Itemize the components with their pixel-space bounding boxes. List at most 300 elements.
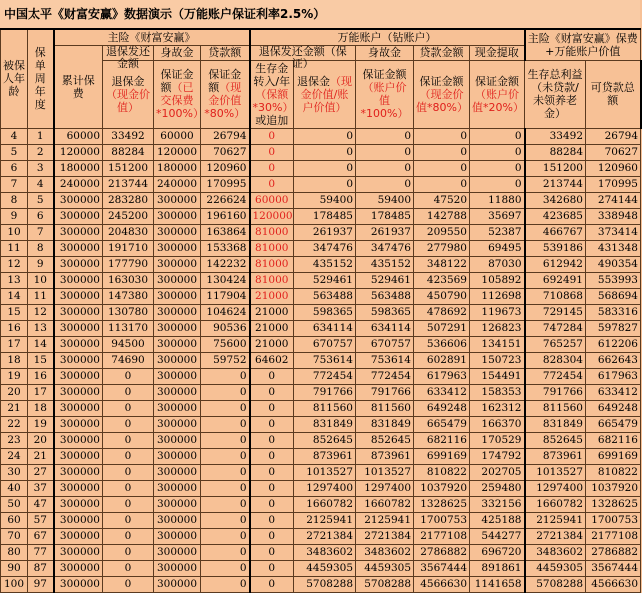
cell-death-benefit-paid: 300000 <box>154 208 201 224</box>
table-row <box>1 224 641 240</box>
cell-total-loanable: 431348 <box>586 240 641 256</box>
cell-total-loanable: 3567444 <box>586 560 641 576</box>
cell-policy-year: 3 <box>28 160 54 176</box>
cell-death-benefit-paid: 300000 <box>154 464 201 480</box>
header-main-death-group: 身故金 <box>154 45 201 60</box>
cell-surrender-cash-value: 283280 <box>103 192 154 208</box>
header-uni-death-benefit-red: （账户价值*100%） <box>360 81 409 120</box>
cell-uni-cash-withdrawal: 105892 <box>470 272 525 288</box>
cell-policy-year: 1 <box>28 128 54 144</box>
cell-uni-cash-withdrawal: 126823 <box>470 320 525 336</box>
cell-uni-surrender: 2721384 <box>294 528 356 544</box>
cell-policy-year: 8 <box>28 240 54 256</box>
table-row <box>1 304 641 320</box>
cell-survival-transfer: 0 <box>250 448 294 464</box>
table-row <box>1 272 641 288</box>
cell-cum-premium: 300000 <box>54 272 103 288</box>
cell-uni-cash-withdrawal: 154491 <box>470 368 525 384</box>
cell-surrender-cash-value: 213744 <box>103 176 154 192</box>
cell-death-benefit-paid: 300000 <box>154 480 201 496</box>
cell-policy-year: 15 <box>28 352 54 368</box>
cell-total-loanable: 810822 <box>586 464 641 480</box>
cell-uni-death-benefit: 0 <box>356 160 414 176</box>
cell-total-loanable: 1700753 <box>586 512 641 528</box>
cell-uni-surrender: 3483602 <box>294 544 356 560</box>
cell-uni-death-benefit: 0 <box>356 144 414 160</box>
cell-total-loanable: 170995 <box>586 176 641 192</box>
cell-total-loanable: 274144 <box>586 192 641 208</box>
cell-death-benefit-paid: 300000 <box>154 256 201 272</box>
cell-age: 19 <box>1 368 28 384</box>
cell-uni-surrender: 178485 <box>294 208 356 224</box>
cell-cum-premium: 300000 <box>54 240 103 256</box>
cell-total-survival-benefit: 811560 <box>525 400 586 416</box>
cell-uni-loan: 602891 <box>414 352 470 368</box>
cell-uni-loan: 478692 <box>414 304 470 320</box>
header-main-loan-group: 贷款额 <box>201 45 250 60</box>
cell-age: 13 <box>1 272 28 288</box>
cell-cum-premium: 300000 <box>54 320 103 336</box>
cell-age: 21 <box>1 400 28 416</box>
cell-loan-amount: 0 <box>201 480 250 496</box>
cell-uni-cash-withdrawal: 35697 <box>470 208 525 224</box>
header-death-benefit-paid-red: （已交保费*100%） <box>156 81 204 120</box>
cell-survival-transfer: 81000 <box>250 224 294 240</box>
cell-total-survival-benefit: 710868 <box>525 288 586 304</box>
cell-total-survival-benefit: 852645 <box>525 432 586 448</box>
cell-death-benefit-paid: 300000 <box>154 512 201 528</box>
cell-cum-premium: 300000 <box>54 384 103 400</box>
cell-age: 8 <box>1 192 28 208</box>
cell-uni-loan: 4566630 <box>414 576 470 592</box>
cell-uni-cash-withdrawal: 170529 <box>470 432 525 448</box>
cell-surrender-cash-value: 0 <box>103 528 154 544</box>
cell-survival-transfer: 64602 <box>250 352 294 368</box>
cell-total-survival-benefit: 2721384 <box>525 528 586 544</box>
cell-total-survival-benefit: 423685 <box>525 208 586 224</box>
cell-surrender-cash-value: 88284 <box>103 144 154 160</box>
cell-death-benefit-paid: 300000 <box>154 384 201 400</box>
cell-loan-amount: 0 <box>201 512 250 528</box>
cell-uni-death-benefit: 261937 <box>356 224 414 240</box>
table-header <box>1 29 641 128</box>
cell-loan-amount: 0 <box>201 400 250 416</box>
cell-policy-year: 27 <box>28 464 54 480</box>
header-total-group: 主险《财富安赢》保费+万能账户价值 <box>525 29 641 60</box>
cell-total-loanable: 2177108 <box>586 528 641 544</box>
cell-total-loanable: 553993 <box>586 272 641 288</box>
cell-survival-transfer: 0 <box>250 160 294 176</box>
cell-survival-transfer: 0 <box>250 528 294 544</box>
cell-uni-surrender: 563488 <box>294 288 356 304</box>
cell-surrender-cash-value: 74690 <box>103 352 154 368</box>
header-survival-transfer-tail: 或追加 <box>255 113 289 127</box>
header-uni-surrender-label: 退保发还金额（保证） <box>258 44 347 70</box>
cell-cum-premium: 300000 <box>54 192 103 208</box>
header-total-loanable <box>586 60 641 128</box>
cell-total-loanable: 583316 <box>586 304 641 320</box>
cell-uni-surrender: 261937 <box>294 224 356 240</box>
cell-surrender-cash-value: 177790 <box>103 256 154 272</box>
cell-total-survival-benefit: 5708288 <box>525 576 586 592</box>
cell-uni-loan: 699169 <box>414 448 470 464</box>
cell-policy-year: 7 <box>28 224 54 240</box>
cell-uni-cash-withdrawal: 158353 <box>470 384 525 400</box>
cell-uni-cash-withdrawal: 119673 <box>470 304 525 320</box>
cell-uni-death-benefit: 634114 <box>356 320 414 336</box>
table-row <box>1 528 641 544</box>
cell-total-survival-benefit: 466767 <box>525 224 586 240</box>
cell-uni-surrender: 811560 <box>294 400 356 416</box>
cell-uni-loan: 2177108 <box>414 528 470 544</box>
cell-loan-amount: 0 <box>201 528 250 544</box>
table-row <box>1 496 641 512</box>
cell-uni-death-benefit: 811560 <box>356 400 414 416</box>
cell-death-benefit-paid: 300000 <box>154 240 201 256</box>
cell-uni-cash-withdrawal: 69495 <box>470 240 525 256</box>
cell-uni-cash-withdrawal: 0 <box>470 128 525 144</box>
cell-death-benefit-paid: 300000 <box>154 368 201 384</box>
cell-age: 18 <box>1 352 28 368</box>
table-row <box>1 480 641 496</box>
cell-uni-loan: 507291 <box>414 320 470 336</box>
cell-uni-cash-withdrawal: 112698 <box>470 288 525 304</box>
cell-uni-surrender: 59400 <box>294 192 356 208</box>
cell-loan-amount: 75600 <box>201 336 250 352</box>
table-row <box>1 432 641 448</box>
cell-policy-year: 12 <box>28 304 54 320</box>
cell-uni-loan: 1037920 <box>414 480 470 496</box>
cell-uni-surrender: 0 <box>294 160 356 176</box>
table-row <box>1 320 641 336</box>
cell-cum-premium: 300000 <box>54 432 103 448</box>
cell-cum-premium: 120000 <box>54 144 103 160</box>
cell-total-survival-benefit: 342680 <box>525 192 586 208</box>
table-row <box>1 256 641 272</box>
cell-policy-year: 10 <box>28 272 54 288</box>
cell-survival-transfer: 0 <box>250 496 294 512</box>
cell-death-benefit-paid: 300000 <box>154 576 201 592</box>
cell-total-survival-benefit: 765257 <box>525 336 586 352</box>
header-loan-amount-red: （现金价值*80%） <box>204 81 246 120</box>
cell-policy-year: 97 <box>28 576 54 592</box>
cell-uni-surrender: 873961 <box>294 448 356 464</box>
cell-loan-amount: 0 <box>201 496 250 512</box>
header-main-group: 主险《财富安赢》 <box>54 29 250 45</box>
header-death-benefit-paid <box>154 60 204 128</box>
table-row <box>1 352 641 368</box>
table-row <box>1 448 641 464</box>
header-death-benefit-paid-black: 保证金额 <box>160 68 194 94</box>
header-uni-surrender <box>294 60 356 128</box>
header-uni-cash-withdrawal <box>470 60 525 128</box>
table-row <box>1 240 641 256</box>
cell-surrender-cash-value: 0 <box>103 544 154 560</box>
cell-total-survival-benefit: 539186 <box>525 240 586 256</box>
cell-loan-amount: 0 <box>201 432 250 448</box>
cell-policy-year: 9 <box>28 256 54 272</box>
cell-uni-cash-withdrawal: 0 <box>470 176 525 192</box>
cell-survival-transfer: 0 <box>250 368 294 384</box>
cell-age: 90 <box>1 560 28 576</box>
cell-surrender-cash-value: 0 <box>103 464 154 480</box>
cell-total-loanable: 4566630 <box>586 576 641 592</box>
cell-uni-death-benefit: 852645 <box>356 432 414 448</box>
cell-uni-loan: 1328625 <box>414 496 470 512</box>
cell-uni-death-benefit: 772454 <box>356 368 414 384</box>
cell-uni-cash-withdrawal: 150723 <box>470 352 525 368</box>
header-surrender-cash-value <box>103 60 154 128</box>
cell-total-loanable: 1328625 <box>586 496 641 512</box>
cell-cum-premium: 300000 <box>54 464 103 480</box>
cell-survival-transfer: 21000 <box>250 336 294 352</box>
cell-cum-premium: 300000 <box>54 560 103 576</box>
cell-age: 17 <box>1 336 28 352</box>
cell-uni-surrender: 670757 <box>294 336 356 352</box>
table-row <box>1 512 641 528</box>
cell-uni-loan: 0 <box>414 160 470 176</box>
table-row <box>1 160 641 176</box>
cell-surrender-cash-value: 0 <box>103 384 154 400</box>
cell-policy-year: 47 <box>28 496 54 512</box>
cell-policy-year: 11 <box>28 288 54 304</box>
cell-loan-amount: 120960 <box>201 160 250 176</box>
cell-uni-death-benefit: 5708288 <box>356 576 414 592</box>
cell-uni-loan: 348122 <box>414 256 470 272</box>
cell-loan-amount: 226624 <box>201 192 250 208</box>
cell-uni-surrender: 791766 <box>294 384 356 400</box>
cell-total-survival-benefit: 831849 <box>525 416 586 432</box>
cell-surrender-cash-value: 151200 <box>103 160 154 176</box>
cell-total-loanable: 26794 <box>586 128 641 144</box>
cell-total-loanable: 2786882 <box>586 544 641 560</box>
cell-surrender-cash-value: 0 <box>103 448 154 464</box>
cell-policy-year: 77 <box>28 544 54 560</box>
cell-survival-transfer: 0 <box>250 128 294 144</box>
cell-total-survival-benefit: 873961 <box>525 448 586 464</box>
cell-age: 22 <box>1 416 28 432</box>
cell-loan-amount: 142232 <box>201 256 250 272</box>
cell-total-loanable: 662643 <box>586 352 641 368</box>
cell-uni-cash-withdrawal: 11880 <box>470 192 525 208</box>
cell-survival-transfer: 81000 <box>250 240 294 256</box>
cell-surrender-cash-value: 0 <box>103 432 154 448</box>
cell-uni-cash-withdrawal: 162312 <box>470 400 525 416</box>
cell-uni-death-benefit: 2125941 <box>356 512 414 528</box>
cell-uni-death-benefit: 178485 <box>356 208 414 224</box>
cell-total-loanable: 665479 <box>586 416 641 432</box>
cell-uni-death-benefit: 1297400 <box>356 480 414 496</box>
cell-uni-surrender: 5708288 <box>294 576 356 592</box>
cell-death-benefit-paid: 60000 <box>154 128 201 144</box>
cell-survival-transfer: 21000 <box>250 320 294 336</box>
cell-surrender-cash-value: 147380 <box>103 288 154 304</box>
cell-death-benefit-paid: 300000 <box>154 400 201 416</box>
cell-total-loanable: 120960 <box>586 160 641 176</box>
cell-surrender-cash-value: 0 <box>103 400 154 416</box>
cell-uni-loan: 3567444 <box>414 560 470 576</box>
cell-age: 11 <box>1 240 28 256</box>
cell-policy-year: 13 <box>28 320 54 336</box>
cell-uni-cash-withdrawal: 166370 <box>470 416 525 432</box>
cell-uni-loan: 665479 <box>414 416 470 432</box>
cell-policy-year: 2 <box>28 144 54 160</box>
cell-survival-transfer: 120000 <box>250 208 294 224</box>
header-policy-year: 保单周年度 <box>28 29 54 128</box>
cell-surrender-cash-value: 0 <box>103 480 154 496</box>
cell-survival-transfer: 0 <box>250 464 294 480</box>
table-row <box>1 576 641 592</box>
table-row <box>1 384 641 400</box>
cell-total-survival-benefit: 88284 <box>525 144 586 160</box>
header-total-survival-benefit-black: 生存总利益（未贷款/未领养老金） <box>527 68 583 120</box>
cell-uni-loan: 0 <box>414 128 470 144</box>
table-row <box>1 192 641 208</box>
cell-death-benefit-paid: 300000 <box>154 416 201 432</box>
cell-death-benefit-paid: 180000 <box>154 160 201 176</box>
header-surrender-cash-value-red: （现金价值） <box>106 87 150 114</box>
cell-age: 24 <box>1 448 28 464</box>
cell-uni-loan: 450790 <box>414 288 470 304</box>
cell-death-benefit-paid: 300000 <box>154 560 201 576</box>
cell-uni-cash-withdrawal: 52387 <box>470 224 525 240</box>
cell-death-benefit-paid: 300000 <box>154 304 201 320</box>
cell-total-survival-benefit: 4459305 <box>525 560 586 576</box>
cell-cum-premium: 300000 <box>54 352 103 368</box>
cell-loan-amount: 0 <box>201 416 250 432</box>
header-uni-loan <box>414 60 470 128</box>
cell-death-benefit-paid: 240000 <box>154 176 201 192</box>
cell-policy-year: 67 <box>28 528 54 544</box>
cell-death-benefit-paid: 300000 <box>154 192 201 208</box>
cell-uni-death-benefit: 563488 <box>356 288 414 304</box>
cell-total-survival-benefit: 1297400 <box>525 480 586 496</box>
cell-age: 4 <box>1 128 28 144</box>
cell-loan-amount: 0 <box>201 464 250 480</box>
cell-uni-death-benefit: 4459305 <box>356 560 414 576</box>
cell-uni-loan: 142788 <box>414 208 470 224</box>
table-row <box>1 288 641 304</box>
cell-cum-premium: 300000 <box>54 336 103 352</box>
cell-loan-amount: 0 <box>201 576 250 592</box>
header-uni-cash-withdrawal-black: 保证金额 <box>475 74 519 88</box>
cell-loan-amount: 153368 <box>201 240 250 256</box>
table-row <box>1 400 641 416</box>
cell-cum-premium: 300000 <box>54 368 103 384</box>
cell-age: 40 <box>1 480 28 496</box>
cell-survival-transfer: 21000 <box>250 288 294 304</box>
cell-loan-amount: 117904 <box>201 288 250 304</box>
cell-surrender-cash-value: 113170 <box>103 320 154 336</box>
cell-age: 10 <box>1 224 28 240</box>
cell-uni-loan: 810822 <box>414 464 470 480</box>
cell-uni-loan: 423569 <box>414 272 470 288</box>
header-uni-loan-red: （现金价值*80%） <box>416 87 468 114</box>
cell-policy-year: 19 <box>28 416 54 432</box>
cell-uni-loan: 0 <box>414 176 470 192</box>
table-row <box>1 208 641 224</box>
cell-uni-cash-withdrawal: 0 <box>470 144 525 160</box>
cell-survival-transfer: 0 <box>250 176 294 192</box>
table-row <box>1 368 641 384</box>
cell-uni-death-benefit: 347476 <box>356 240 414 256</box>
cell-total-survival-benefit: 828304 <box>525 352 586 368</box>
cell-age: 7 <box>1 176 28 192</box>
cell-cum-premium: 300000 <box>54 208 103 224</box>
cell-survival-transfer: 60000 <box>250 192 294 208</box>
table-row <box>1 544 641 560</box>
header-main-surrender-group <box>103 44 154 70</box>
cell-policy-year: 16 <box>28 368 54 384</box>
cell-uni-loan: 209550 <box>414 224 470 240</box>
cell-cum-premium: 300000 <box>54 448 103 464</box>
cell-total-survival-benefit: 612942 <box>525 256 586 272</box>
cell-policy-year: 17 <box>28 384 54 400</box>
cell-loan-amount: 170995 <box>201 176 250 192</box>
cell-policy-year: 6 <box>28 208 54 224</box>
cell-loan-amount: 0 <box>201 384 250 400</box>
cell-death-benefit-paid: 300000 <box>154 496 201 512</box>
cell-survival-transfer: 0 <box>250 480 294 496</box>
cell-total-survival-benefit: 747284 <box>525 320 586 336</box>
cell-uni-surrender: 0 <box>294 176 356 192</box>
cell-age: 16 <box>1 320 28 336</box>
header-uni-death-group: 身故金 <box>356 45 414 60</box>
cell-uni-surrender: 753614 <box>294 352 356 368</box>
cell-uni-cash-withdrawal: 696720 <box>470 544 525 560</box>
cell-cum-premium: 300000 <box>54 480 103 496</box>
cell-survival-transfer: 21000 <box>250 304 294 320</box>
cell-age: 70 <box>1 528 28 544</box>
cell-uni-cash-withdrawal: 259480 <box>470 480 525 496</box>
cell-policy-year: 57 <box>28 512 54 528</box>
cell-total-survival-benefit: 1660782 <box>525 496 586 512</box>
cell-uni-loan: 649248 <box>414 400 470 416</box>
cell-total-loanable: 649248 <box>586 400 641 416</box>
cell-uni-surrender: 634114 <box>294 320 356 336</box>
cell-uni-cash-withdrawal: 134151 <box>470 336 525 352</box>
cell-uni-loan: 633412 <box>414 384 470 400</box>
cell-survival-transfer: 0 <box>250 400 294 416</box>
cell-uni-death-benefit: 0 <box>356 128 414 144</box>
cell-policy-year: 14 <box>28 336 54 352</box>
cell-survival-transfer: 0 <box>250 544 294 560</box>
cell-total-loanable: 1037920 <box>586 480 641 496</box>
cell-total-survival-benefit: 791766 <box>525 384 586 400</box>
cell-cum-premium: 300000 <box>54 528 103 544</box>
cell-age: 5 <box>1 144 28 160</box>
cell-uni-surrender: 852645 <box>294 432 356 448</box>
header-main-surrender-label: 退保发还金额 <box>106 44 150 70</box>
cell-surrender-cash-value: 0 <box>103 368 154 384</box>
cell-death-benefit-paid: 300000 <box>154 288 201 304</box>
cell-uni-loan: 536606 <box>414 336 470 352</box>
header-loan-amount-black: 保证金额 <box>208 68 242 94</box>
cell-uni-loan: 1700753 <box>414 512 470 528</box>
cell-policy-year: 87 <box>28 560 54 576</box>
cell-loan-amount: 0 <box>201 560 250 576</box>
cell-uni-loan: 0 <box>414 144 470 160</box>
cell-loan-amount: 163864 <box>201 224 250 240</box>
header-cum-premium: 累计保费 <box>54 45 103 128</box>
cell-age: 50 <box>1 496 28 512</box>
cell-loan-amount: 0 <box>201 544 250 560</box>
cell-loan-amount: 26794 <box>201 128 250 144</box>
table-row <box>1 560 641 576</box>
cell-uni-surrender: 4459305 <box>294 560 356 576</box>
cell-surrender-cash-value: 0 <box>103 560 154 576</box>
cell-total-loanable: 612206 <box>586 336 641 352</box>
